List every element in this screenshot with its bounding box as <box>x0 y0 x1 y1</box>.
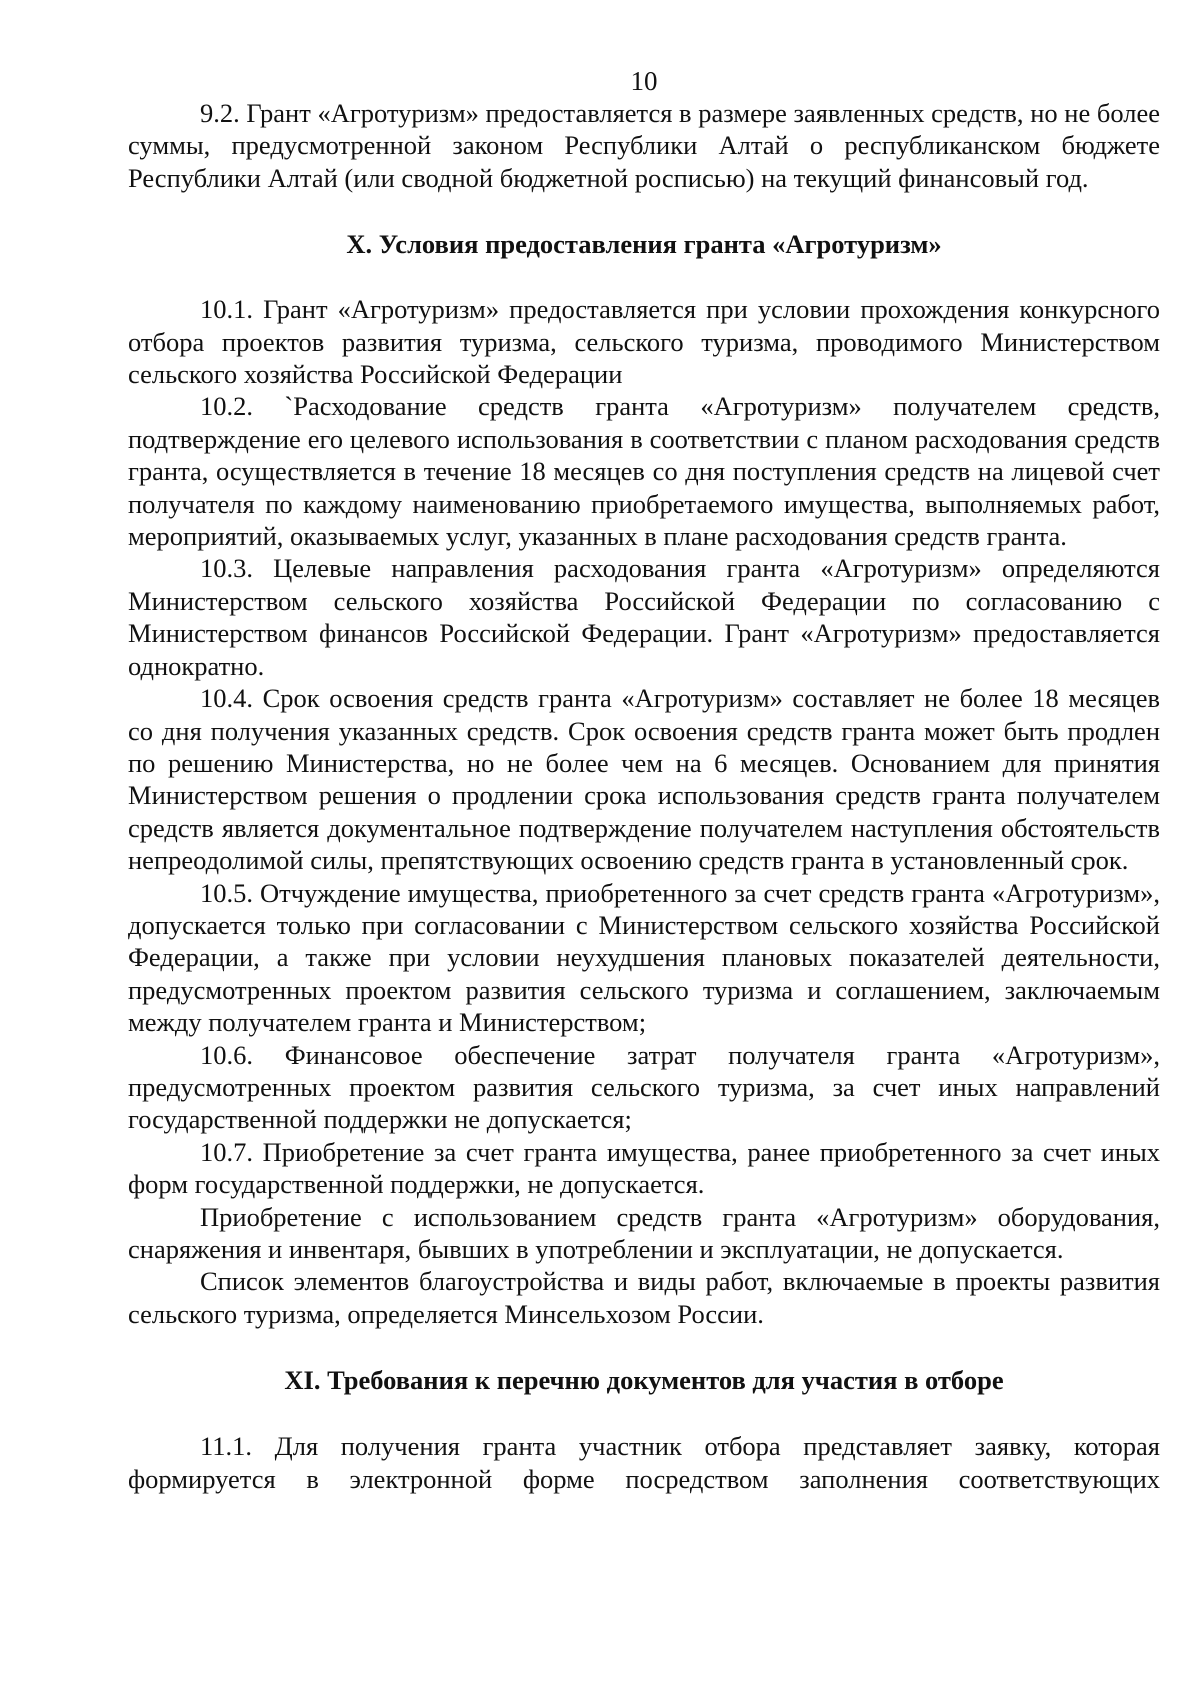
paragraph-equipment: Приобретение с использованием средств гранта «Агротуризм» оборудования, снаряжения и инвентаря, бывших в употреблении и эксплуатации, не допускается. <box>128 1201 1160 1264</box>
paragraph-10-7: 10.7. Приобретение за счет гранта имущества, ранее приобретенного за счет иных форм государственной поддержки, не допускается. <box>128 1136 1160 1200</box>
paragraph-10-6: 10.6. Финансовое обеспечение затрат получателя гранта «Агротуризм», предусмотренных проектом развития сельского туризма, за счет иных направлений государственной поддержки не допускается; <box>128 1039 1160 1135</box>
section-xi-heading: XI. Требования к перечню документов для участия в отборе <box>284 1365 1004 1396</box>
paragraph-10-3: 10.3. Целевые направления расходования гранта «Агротуризм» определяются Министерством сельского хозяйства Российской Федерации по согласованию с Министерством финансов Российской Федерации. Грант «Агротуризм» предоставляется однократно. <box>128 553 1160 681</box>
paragraph-10-5: 10.5. Отчуждение имущества, приобретенного за счет средств гранта «Агротуризм», допускается только при согласовании с Министерством сельского хозяйства Российской Федерации, а также при условии неухудшения плановых показателей деятельности, предусмотренных проектом развития сельского туризма и соглашением, заключаемым между получателем гранта и Министерством; <box>128 877 1160 1038</box>
paragraph-9-2: 9.2. Грант «Агротуризм» предоставляется в размере заявленных средств, но не более суммы, предусмотренной законом Республики Алтай о республиканском бюджете Республики Алтай (или сводной бюджетной росписью) на текущий финансовый год. <box>128 98 1160 193</box>
paragraph-10-4: 10.4. Срок освоения средств гранта «Агротуризм» составляет не более 18 месяцев со дня получения указанных средств. Срок освоения средств гранта может быть продлен по решению Министерства, но не более чем на 6 месяцев. Основанием для принятия Министерством решения о продлении срока использования средств гранта получателем средств является документальное подтверждение получателем наступления обстоятельств непреодолимой силы, препятствующих освоению средств гранта в установленный срок. <box>128 683 1160 876</box>
document-page <box>128 66 1160 1495</box>
page-number: 10 <box>630 66 658 96</box>
paragraph-11-1: 11.1. Для получения гранта участник отбора представляет заявку, которая формируется в электронной форме посредством заполнения соответствующих <box>128 1431 1160 1494</box>
paragraph-10-2: 10.2. `Расходование средств гранта «Агротуризм» получателем средств, подтверждение его целевого использования в соответствии с планом расходования средств гранта, осуществляется в течение 18 месяцев со дня поступления средств на лицевой счет получателя по каждому наименованию приобретаемого имущества, выполняемых работ, мероприятий, оказываемых услуг, указанных в плане расходования средств гранта. <box>128 391 1160 552</box>
section-x-heading: X. Условия предоставления гранта «Агротуризм» <box>346 229 942 260</box>
paragraph-improvement-list: Список элементов благоустройства и виды работ, включаемые в проекты развития сельского туризма, определяется Минсельхозом России. <box>128 1266 1160 1329</box>
paragraph-10-1: 10.1. Грант «Агротуризм» предоставляется при условии прохождения конкурсного отбора проектов развития туризма, сельского туризма, проводимого Министерством сельского хозяйства Российской Федерации <box>128 294 1160 390</box>
